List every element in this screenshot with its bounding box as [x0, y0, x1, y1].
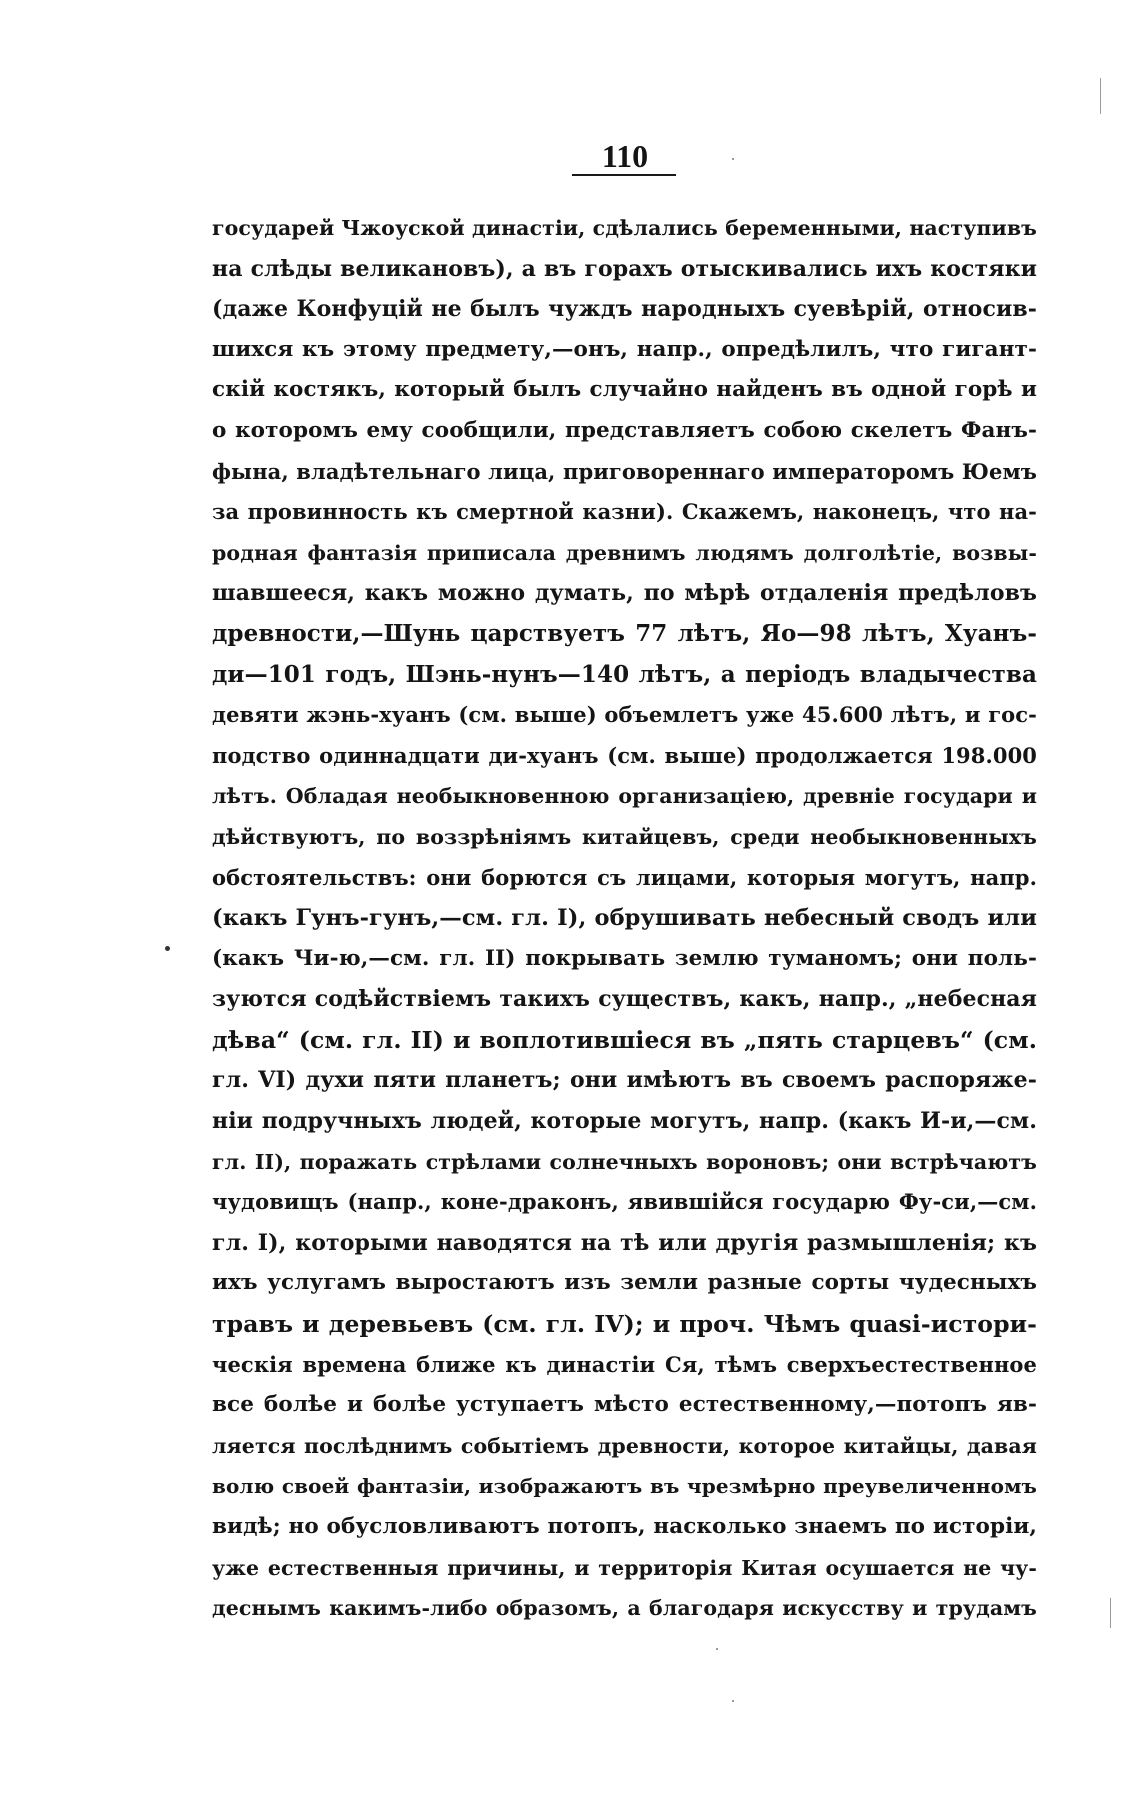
text-line: шихся къ этому предмету,—онъ, напр., опредѣлилъ, что гигант- — [212, 336, 1037, 362]
paper-speck — [732, 158, 734, 160]
text-line: чудовищъ (напр., коне-драконъ, явившійся государю Фу-си,—см. — [212, 1189, 1037, 1215]
paper-speck — [732, 1700, 734, 1702]
text-line: волю своей фантазіи, изображаютъ въ чрезмѣрно преувеличенномъ — [212, 1474, 1037, 1499]
text-line: на слѣды великановъ), а въ горахъ отыскивались ихъ костяки — [212, 255, 1037, 282]
text-line: зуются содѣйствіемъ такихъ существъ, какъ, напр., „небесная — [212, 986, 1037, 1013]
page-number: 110 — [601, 138, 649, 174]
edge-mark — [1110, 1598, 1111, 1628]
text-line: ди—101 годъ, Шэнь-нунъ—140 лѣтъ, а періодъ владычества — [212, 660, 1037, 688]
text-line: (даже Конфуцій не былъ чуждъ народныхъ суевѣрій, относив- — [212, 296, 1037, 323]
text-line: ческія времена ближе къ династіи Ся, тѣмъ сверхъестественное — [212, 1351, 1037, 1377]
page-number-underline — [572, 174, 676, 176]
text-line: лѣтъ. Обладая необыкновенною организаціею, древніе государи и — [212, 784, 1037, 809]
text-line: гл. VI) духи пяти планетъ; они имѣютъ въ своемъ распоряже- — [212, 1067, 1037, 1094]
text-line: (какъ Чи-ю,—см. гл. II) покрывать землю туманомъ; они поль- — [212, 945, 1037, 971]
text-line: уже естественныя причины, и территорія Китая осушается не чу- — [212, 1555, 1037, 1580]
text-line: деснымъ какимъ-либо образомъ, а благодаря искусству и трудамъ — [212, 1596, 1037, 1621]
text-line: шавшееся, какъ можно думать, по мѣрѣ отдаленія предѣловъ — [212, 580, 1037, 607]
text-line: за провинность къ смертной казни). Скажемъ, наконецъ, что на- — [212, 499, 1037, 525]
text-line: ляется послѣднимъ событіемъ древности, которое китайцы, давая — [212, 1433, 1037, 1458]
text-line: дѣйствуютъ, по воззрѣніямъ китайцевъ, среди необыкновенныхъ — [212, 824, 1037, 849]
text-line: ніи подручныхъ людей, которые могутъ, напр. (какъ И-и,—см. — [212, 1108, 1037, 1135]
text-line: фына, владѣтельнаго лица, приговореннаго императоромъ Юемъ — [212, 458, 1037, 484]
text-line: гл. I), которыми наводятся на тѣ или другія размышленія; къ — [212, 1229, 1037, 1256]
edge-mark — [1100, 78, 1101, 114]
text-line: подство одиннадцати ди-хуанъ (см. выше) продолжается 198.000 — [212, 742, 1037, 768]
text-line: древности,—Шунь царствуетъ 77 лѣтъ, Яо—98 лѣтъ, Хуанъ- — [212, 619, 1037, 647]
text-line: видѣ; но обусловливаютъ потопъ, насколько знаемъ по исторіи, — [212, 1514, 1037, 1539]
text-line: (какъ Гунъ-гунъ,—см. гл. I), обрушивать небесный сводъ или — [212, 905, 1037, 932]
text-line: скій костякъ, который былъ случайно найденъ въ одной горѣ и — [212, 377, 1037, 403]
text-line: дѣва“ (см. гл. II) и воплотившіеся въ „пять старцевъ“ (см. — [212, 1025, 1037, 1054]
text-line: обстоятельствъ: они борются съ лицами, которыя могутъ, напр. — [212, 864, 1037, 890]
body-text — [212, 208, 1037, 1629]
text-line: гл. II), поражать стрѣлами солнечныхъ вороновъ; они встрѣчаютъ — [212, 1149, 1037, 1174]
text-line: о которомъ ему сообщили, представляетъ собою скелетъ Фанъ- — [212, 417, 1037, 443]
text-line: девяти жэнь-хуанъ (см. выше) объемлетъ уже 45.600 лѣтъ, и гос- — [212, 702, 1037, 728]
paper-speck — [716, 1648, 718, 1650]
text-line: родная фантазія приписала древнимъ людямъ долголѣтіе, возвы- — [212, 540, 1037, 565]
text-line: государей Чжоуской династіи, сдѣлались беременными, наступивъ — [212, 216, 1037, 240]
text-line: травъ и деревьевъ (см. гл. IV); и проч. Чѣмъ quasi-истори- — [212, 1310, 1037, 1339]
margin-dot — [165, 946, 170, 951]
text-line: ихъ услугамъ выростаютъ изъ земли разные сорты чудесныхъ — [212, 1270, 1037, 1296]
text-line: все болѣе и болѣе уступаетъ мѣсто естественному,—потопъ яв- — [212, 1392, 1037, 1418]
